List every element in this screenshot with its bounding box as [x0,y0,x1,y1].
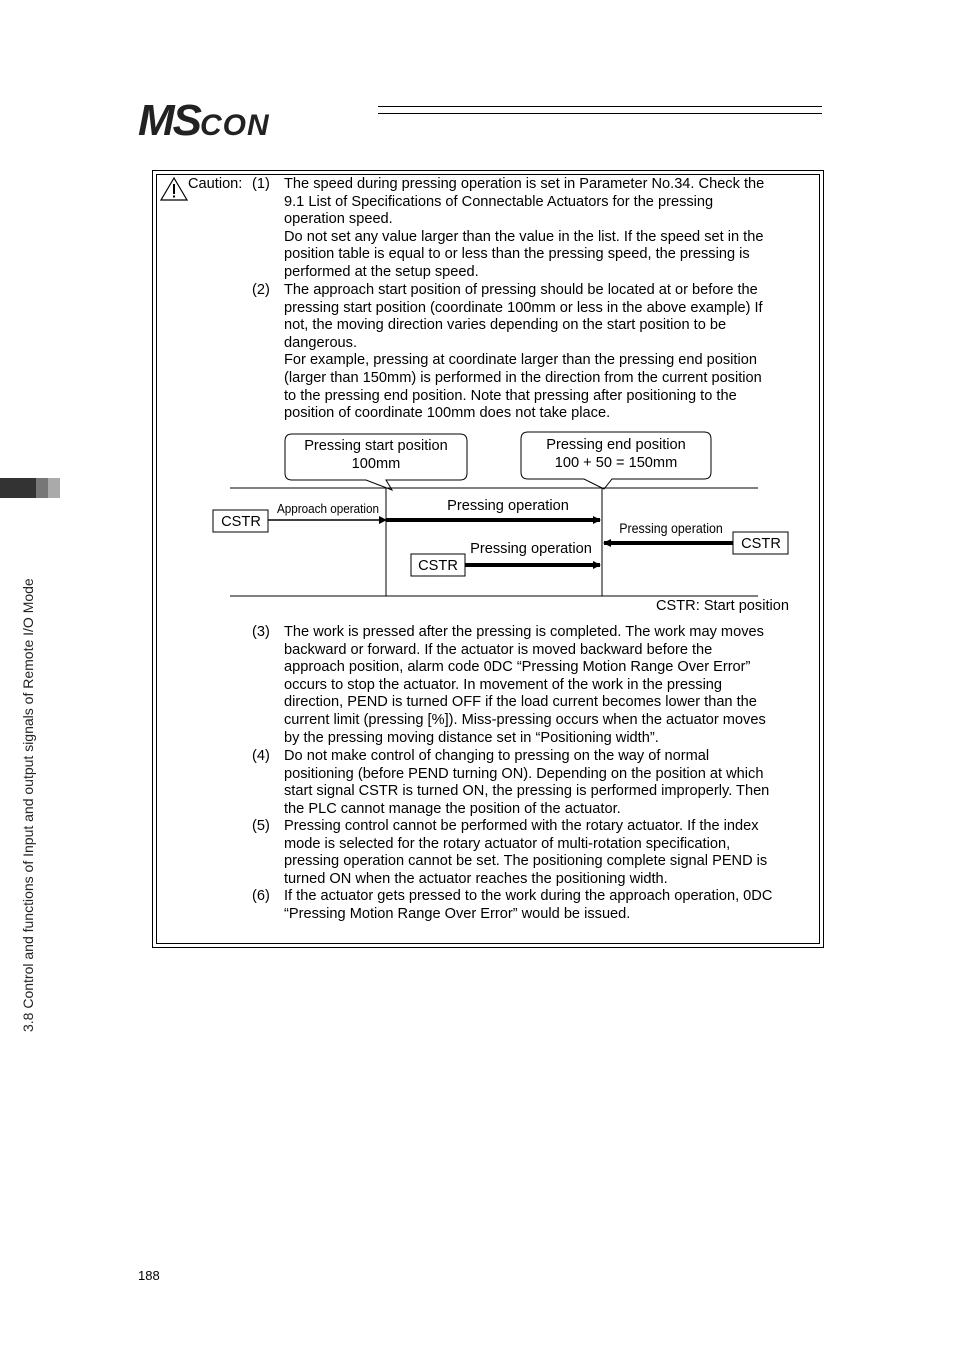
approach-operation-label: Approach operation [276,501,380,517]
text-line: not, the moving direction varies depending on the start position to be [284,317,727,334]
item-number-5: (5) [252,818,270,834]
text-line: approach position, alarm code 0DC “Pressing Motion Range Over Error” [284,659,751,676]
text-line: pressing operation cannot be set. The positioning complete signal PEND is [284,853,768,870]
item-text-3 [284,624,818,747]
text-line: by the pressing moving distance set in “Positioning width”. [284,729,659,746]
text-line: Pressing control cannot be performed with the rotary actuator. If the index [284,818,759,834]
text-line: dangerous. [284,334,358,351]
text-line: Do not set any value larger than the value in the list. If the speed set in the [284,228,764,245]
cstr-label-3: CSTR [741,536,781,552]
text-line: backward or forward. If the actuator is moved backward before the [284,641,713,658]
start-callout-line2: 100mm [351,456,401,472]
text-line: position table is equal to or less than the pressing speed, the pressing is [284,246,750,263]
text-line: 9.1 List of Specifications of Connectable Actuators for the pressing [284,193,714,210]
end-callout-line1: Pressing end position [546,437,686,453]
page-number: 188 [138,1268,160,1283]
item-text-5 [284,818,818,888]
start-callout-line1: Pressing start position [304,438,448,454]
text-line: turned ON when the actuator reaches the positioning width. [284,870,668,887]
end-callout-line2: 100 + 50 = 150mm [554,455,678,471]
logo-con: CON [200,109,270,142]
caution-label: Caution: [188,176,243,192]
text-line: start signal CSTR is turned ON, the pressing is performed improperly. Then [284,783,770,800]
text-line: operation speed. [284,211,393,228]
logo-ms: MS [138,96,200,145]
item-number-4: (4) [252,748,270,764]
text-line: to the pressing end position. Note that pressing after positioning to the [284,387,737,404]
item-number-3: (3) [252,624,270,640]
text-line: The work is pressed after the pressing is completed. The work may moves [284,624,764,640]
item-text-6 [284,888,818,923]
text-line: pressing start position (coordinate 100mm or less in the above example) If [284,299,763,316]
text-line: direction, PEND is turned OFF if the load current becomes lower than the [284,694,757,711]
text-line: For example, pressing at coordinate larger than the pressing end position [284,352,757,369]
pressing-operation-label-2: Pressing operation [470,541,592,557]
text-line: mode is selected for the rotary actuator of multi-rotation specification, [284,835,731,852]
item-number-6: (6) [252,888,270,904]
section-side-label: 3.8 Control and functions of Input and output signals of Remote I/O Mode [20,578,36,1032]
text-line: If the actuator gets pressed to the work during the approach operation, 0DC [284,888,773,904]
text-line: (larger than 150mm) is performed in the direction from the current position [284,369,762,386]
cstr-label-1: CSTR [221,514,261,530]
text-line: The approach start position of pressing should be located at or before the [284,282,758,298]
text-line: Do not make control of changing to pressing on the way of normal [284,748,710,764]
pressing-operation-label-1: Pressing operation [447,498,569,514]
item-text-4 [284,748,818,818]
text-line: The speed during pressing operation is set in Parameter No.34. Check the [284,176,765,192]
cstr-label-2: CSTR [418,558,458,574]
text-line: “Pressing Motion Range Over Error” would be issued. [284,905,631,922]
pressing-operation-label-3: Pressing operation [619,520,723,537]
text-line: occurs to stop the actuator. In movement of the work in the pressing [284,676,723,693]
cstr-legend: CSTR: Start position [655,598,789,614]
text-line: positioning (before PEND turning ON). Depending on the position at which [284,765,764,782]
item-number-1: (1) [252,176,270,192]
text-line: the PLC cannot manage the position of the actuator. [284,800,621,817]
text-line: position of coordinate 100mm does not take place. [284,405,611,422]
text-line: performed at the setup speed. [284,263,479,280]
text-line: current limit (pressing [%]). Miss-pressing occurs when the actuator moves [284,711,766,728]
item-number-2: (2) [252,282,270,298]
